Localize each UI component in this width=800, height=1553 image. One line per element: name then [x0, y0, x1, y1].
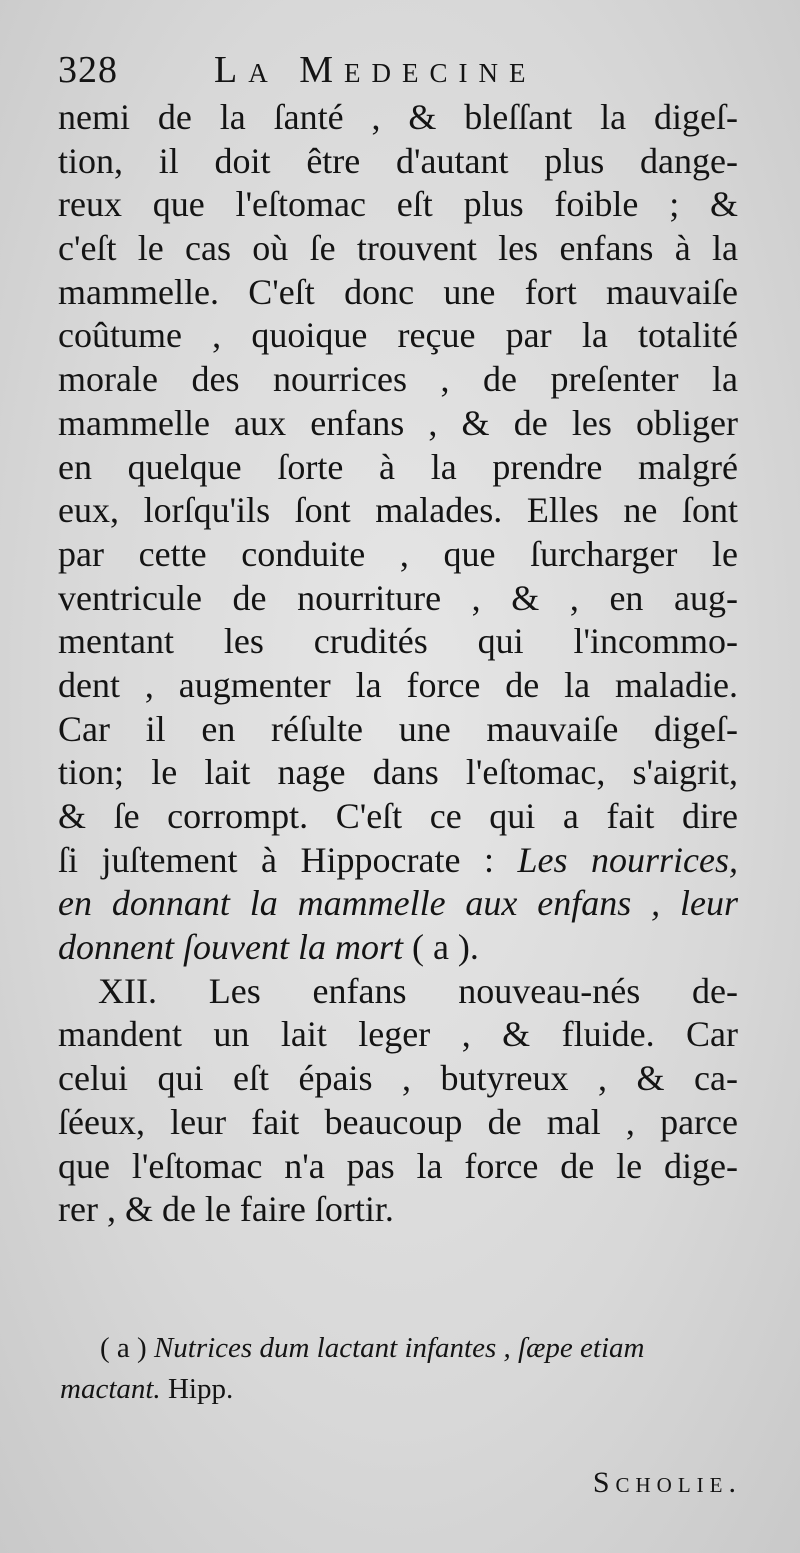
page-number: 328	[58, 49, 118, 91]
paragraph-line: XII. Les enfans nouveau-nés de-	[98, 970, 738, 1011]
quote-italic: donnent ſouvent la mort	[58, 927, 403, 968]
quote-italic: en donnant la mammelle aux enfans , leur	[58, 883, 738, 924]
paragraph-line: rer , & de le faire ſortir.	[58, 1189, 394, 1230]
text-line: dent , augmenter la force de la maladie.	[58, 664, 738, 705]
footnote-latin: mactant.	[60, 1373, 161, 1405]
text-line: coûtume , quoique reçue par la totalité	[58, 315, 738, 356]
text-line: & ſe corrompt. C'eſt ce qui a fait dire	[58, 796, 738, 836]
text-line: eux, lorſqu'ils ſont malades. Elles ne ſont	[58, 490, 738, 531]
text-segment: ſi juſtement à Hippocrate :	[58, 839, 518, 880]
running-title: La Medecine	[214, 49, 537, 91]
footnote-reference: ( a ).	[402, 927, 479, 968]
paragraph-line: ſéeux, leur fait beaucoup de mal , parce	[58, 1101, 738, 1142]
footnote-marker: ( a )	[100, 1332, 147, 1364]
text-line: mammelle aux enfans , & de les obliger	[58, 402, 738, 443]
footnote	[60, 1328, 740, 1410]
paragraph-line: mandent un lait leger , & fluide. Car	[58, 1014, 738, 1055]
text-line-quote	[58, 882, 738, 926]
text-line: mammelle. C'eſt donc une fort mauvaiſe	[58, 271, 738, 312]
text-line: reux que l'eſtomac eſt plus foible ; &	[58, 184, 738, 225]
page-header	[58, 44, 738, 94]
main-text	[58, 96, 738, 1232]
catchword: Scholie.	[592, 1466, 742, 1499]
text-line: nemi de la ſanté , & bleſſant la digeſ-	[58, 97, 738, 137]
text-line: morale des nourrices , de preſenter la	[58, 359, 738, 400]
text-line: par cette conduite , que ſurcharger le	[58, 533, 738, 574]
quote-italic: Les nourrices,	[517, 839, 738, 880]
text-line: Car il en réſulte une mauvaiſe digeſ-	[58, 708, 738, 749]
text-line: tion; le lait nage dans l'eſtomac, s'aigrit,	[58, 752, 738, 793]
footnote-line	[60, 1369, 740, 1410]
footnote-source: Hipp.	[160, 1373, 234, 1405]
footnote-latin: Nutrices dum lactant infantes , ſæpe etiam	[153, 1332, 645, 1364]
text-line-with-quote	[58, 839, 738, 883]
text-line: tion, il doit être d'autant plus dange-	[58, 140, 738, 181]
paragraph-line: que l'eſtomac n'a pas la force de le dige-	[58, 1145, 738, 1186]
paragraph-line: celui qui eſt épais , butyreux , & ca-	[58, 1058, 738, 1099]
footnote-line	[100, 1328, 740, 1369]
text-line: ventricule de nourriture , & , en aug-	[58, 577, 738, 618]
text-line-quote-end	[58, 926, 738, 970]
text-line: mentant les crudités qui l'incommo-	[58, 621, 738, 662]
text-line: en quelque ſorte à la prendre malgré	[58, 446, 738, 487]
text-line: c'eſt le cas où ſe trouvent les enfans à la	[58, 228, 738, 269]
